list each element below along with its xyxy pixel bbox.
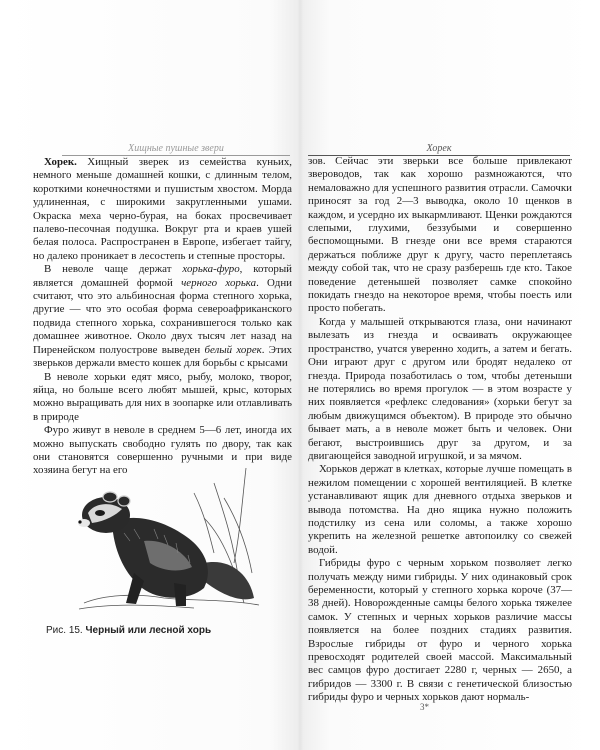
caption-prefix: Рис. 15. bbox=[46, 625, 83, 636]
left-paragraph-2-part-d: . Этих зверьков держали вместо кошек для борьбы с крысами bbox=[33, 343, 293, 370]
left-paragraph-1 bbox=[33, 156, 292, 263]
figure-caption bbox=[46, 625, 286, 636]
caption-title: Черный или лесной хорь bbox=[85, 625, 212, 636]
ferret-illustration bbox=[64, 463, 266, 613]
left-paragraph-2 bbox=[33, 263, 292, 370]
left-paragraph-2-part-a: В неволе чаще держат bbox=[44, 263, 183, 276]
left-paragraph-1-body: Хищный зверек из семейства куньих, немного меньше домашней кошки, с длинным телом, короткими конечностями и пушистым хвостом. Морда удлиненная, с широкими закругленными ушами. Окраска меха черно-бурая, на боках просвечивает палево-песочная подушка. Вокруг рта и краев ушей белая полоса. Распространен в Европе, избегает тайгу, но далеко проникает в лесостепь и степные просторы. bbox=[33, 156, 292, 262]
right-paragraph-3: Хорьков держат в клетках, которые лучше помещать в нежилом помещении с хорошей вентиляцией. В клетке устанавливают ящик для дневного отдыха зверьков и вывода потомства. На дно ящика нужно положить подстилку из сена или соломы, а также хорошо укрепить на железной решетке автопоилку со свежей водой. bbox=[308, 463, 572, 556]
left-paragraph-2-part-b: , который является домашней формой bbox=[33, 263, 292, 289]
right-page-text bbox=[308, 155, 572, 705]
left-paragraph-2-part-c: . Одни считают, что это альбиносная форма степного хорька, другие — что это особая форма североафриканского подвида степного хорька, сохранившегося только как домашнее животное. Около двух тысяч лет назад на Пиренейском полуострове выведен bbox=[33, 276, 292, 356]
right-paragraph-2: Когда у малышей открываются глаза, они начинают вылезать из гнезда и осваивать окружающее пространство, учатся уверенно ходить, а затем и бегать. Они играют друг с другом или бродят недалеко от гнезда. Природа позаботилась о том, чтобы детеныши не потерялись во время прогулок — в этом возрасте у них появляется «рефлекс следования» (хорьки бегут за любым движущимся объектом). В природе это обычно бывает мать, а в неволе может быть и человек. Они бегают, выстроившись друг за другом, и за двигающейся заводной игрушкой, и за мячом. bbox=[308, 315, 572, 462]
left-paragraph-4: Фуро живут в неволе в среднем 5—6 лет, иногда их можно выпускать свободно гулять по двору, так как они становятся совершенно ручными и при виде хозяина бегут на его bbox=[33, 424, 292, 477]
italic-term-black-polecat: черного хорька bbox=[181, 276, 257, 289]
italic-term-furo: хорька-фуро bbox=[182, 263, 240, 276]
right-paragraph-4: Гибриды фуро с черным хорьком позволяет легко получать между ними гибриды. У них одинаковый срок беременности, который у степного хорька короче (37—38 дней). Новорожденные самцы белого хорька тяжелее самок. У степных и черных хорьков различие массы появляется на более поздних стадиях развития. Взрослые гибриды от фуро и черного хорька превосходят родителей своей массой. Максимальный вес самцов фуро достигает 2280 г, черных — 2650, а гибридов — 3300 г. В связи с генетической близостью гибриды фуро и черных хорьков дают нормаль- bbox=[308, 557, 572, 704]
right-paragraph-1: зов. Сейчас эти зверьки все больше привлекают звероводов, так как хорошо размножаются, что немаловажно для успешного развития отрасли. Самочки приносят за год 2—3 выводка, около 10 щенков в каждом, и усердно их выкармливают. Щенки рождаются слепыми, глухими, беззубыми и совершенно беспомощными. В гнезде они все время стараются держаться поближе друг к другу, часто переплетаясь между собой так, что не сразу разберешь где кто. Такое поведение детенышей позволяет самке спокойно покидать гнездо на некоторое время, чтобы поесть или просто побегать. bbox=[308, 155, 572, 315]
italic-term-white-ferret: белый хорек bbox=[204, 343, 262, 356]
right-running-head: Хорек bbox=[308, 143, 570, 156]
left-paragraph-3: В неволе хорьки едят мясо, рыбу, молоко, творог, яйца, но больше всего любят мышей, крыс, которых можно выращивать для них в зоопарке или отлавливать в природе bbox=[33, 370, 292, 423]
lead-term: Хорек. bbox=[44, 156, 77, 168]
left-running-head: Хищные пушные звери bbox=[62, 143, 290, 156]
left-page-text bbox=[33, 156, 292, 478]
signature-mark: 3* bbox=[420, 702, 429, 712]
right-page bbox=[300, 0, 600, 750]
